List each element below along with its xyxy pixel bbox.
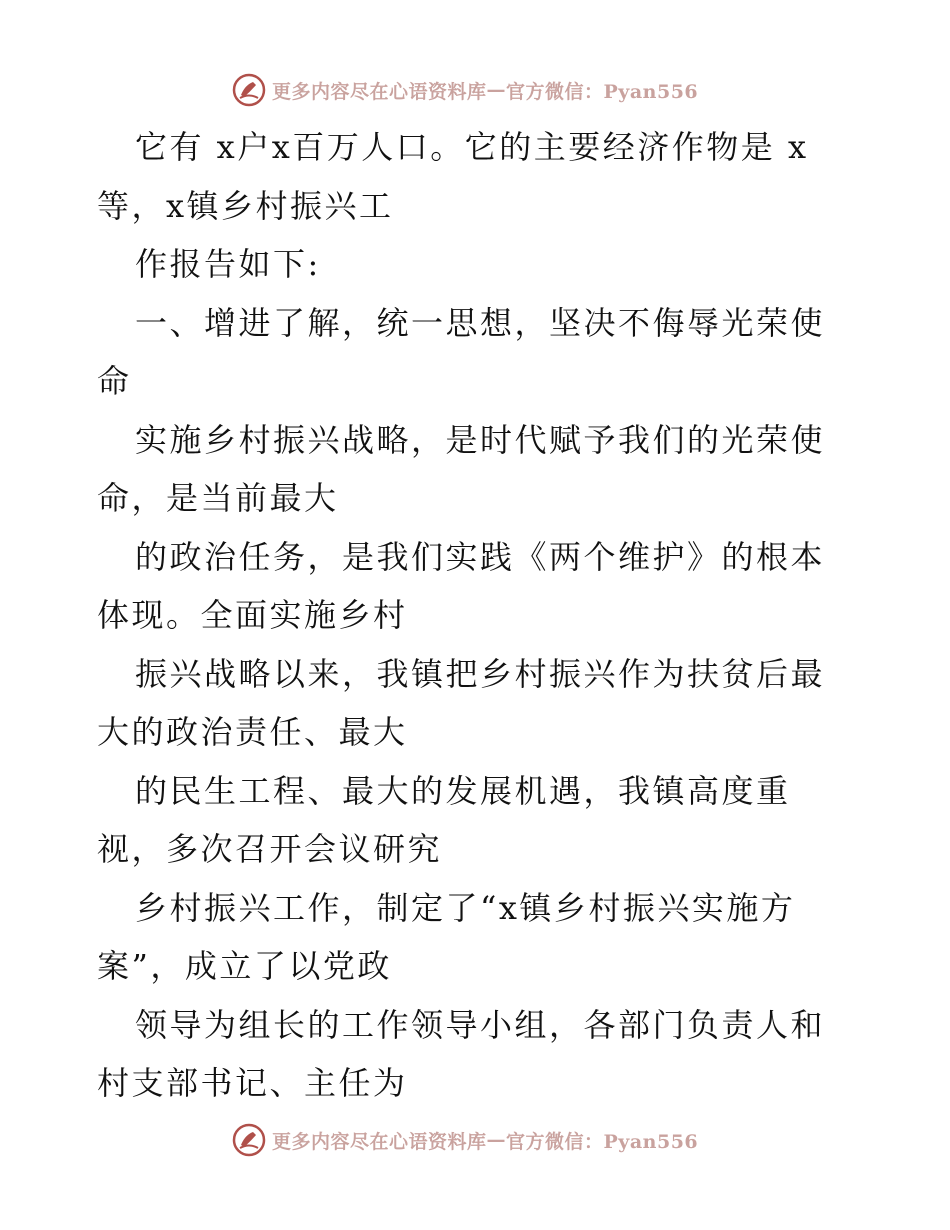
footer-watermark-banner [232,1122,698,1158]
paragraph: 振兴战略以来，我镇把乡村振兴作为扶贫后最大的政治责任、最大 [97,654,826,751]
paragraph: 一、增进了解，统一思想，坚决不侮辱光荣使命 [97,303,826,400]
paragraph: 它有 x户x百万人口。它的主要经济作物是 x等，x镇乡村振兴工 [97,128,809,225]
watermark-site-text: 更多内容尽在心语资料库 [272,80,487,103]
document-body [97,118,857,1113]
paragraph: 的民生工程、最大的发展机遇，我镇高度重视，多次召开会议研究 [97,771,791,868]
book-logo-icon [232,73,266,107]
paragraph: 乡村振兴工作，制定了“x镇乡村振兴实施方案”，成立了以党政 [97,888,796,985]
header-watermark-banner [232,72,698,108]
watermark-dash: — [486,1129,507,1151]
paragraph: 的政治任务，是我们实践《两个维护》的根本体现。全面实施乡村 [97,537,826,634]
watermark-wechat-text: 官方微信：Pyan556 [506,1130,699,1153]
paragraph: 作报告如下: [135,245,321,283]
watermark-site-text: 更多内容尽在心语资料库 [272,1130,487,1153]
book-logo-icon [232,1123,266,1157]
watermark-dash: — [486,79,507,101]
watermark-wechat-text: 官方微信：Pyan556 [506,80,699,103]
paragraph: 领导为组长的工作领导小组，各部门负责人和村支部书记、主任为 [97,1005,826,1102]
paragraph: 实施乡村振兴战略，是时代赋予我们的光荣使命，是当前最大 [97,420,826,517]
